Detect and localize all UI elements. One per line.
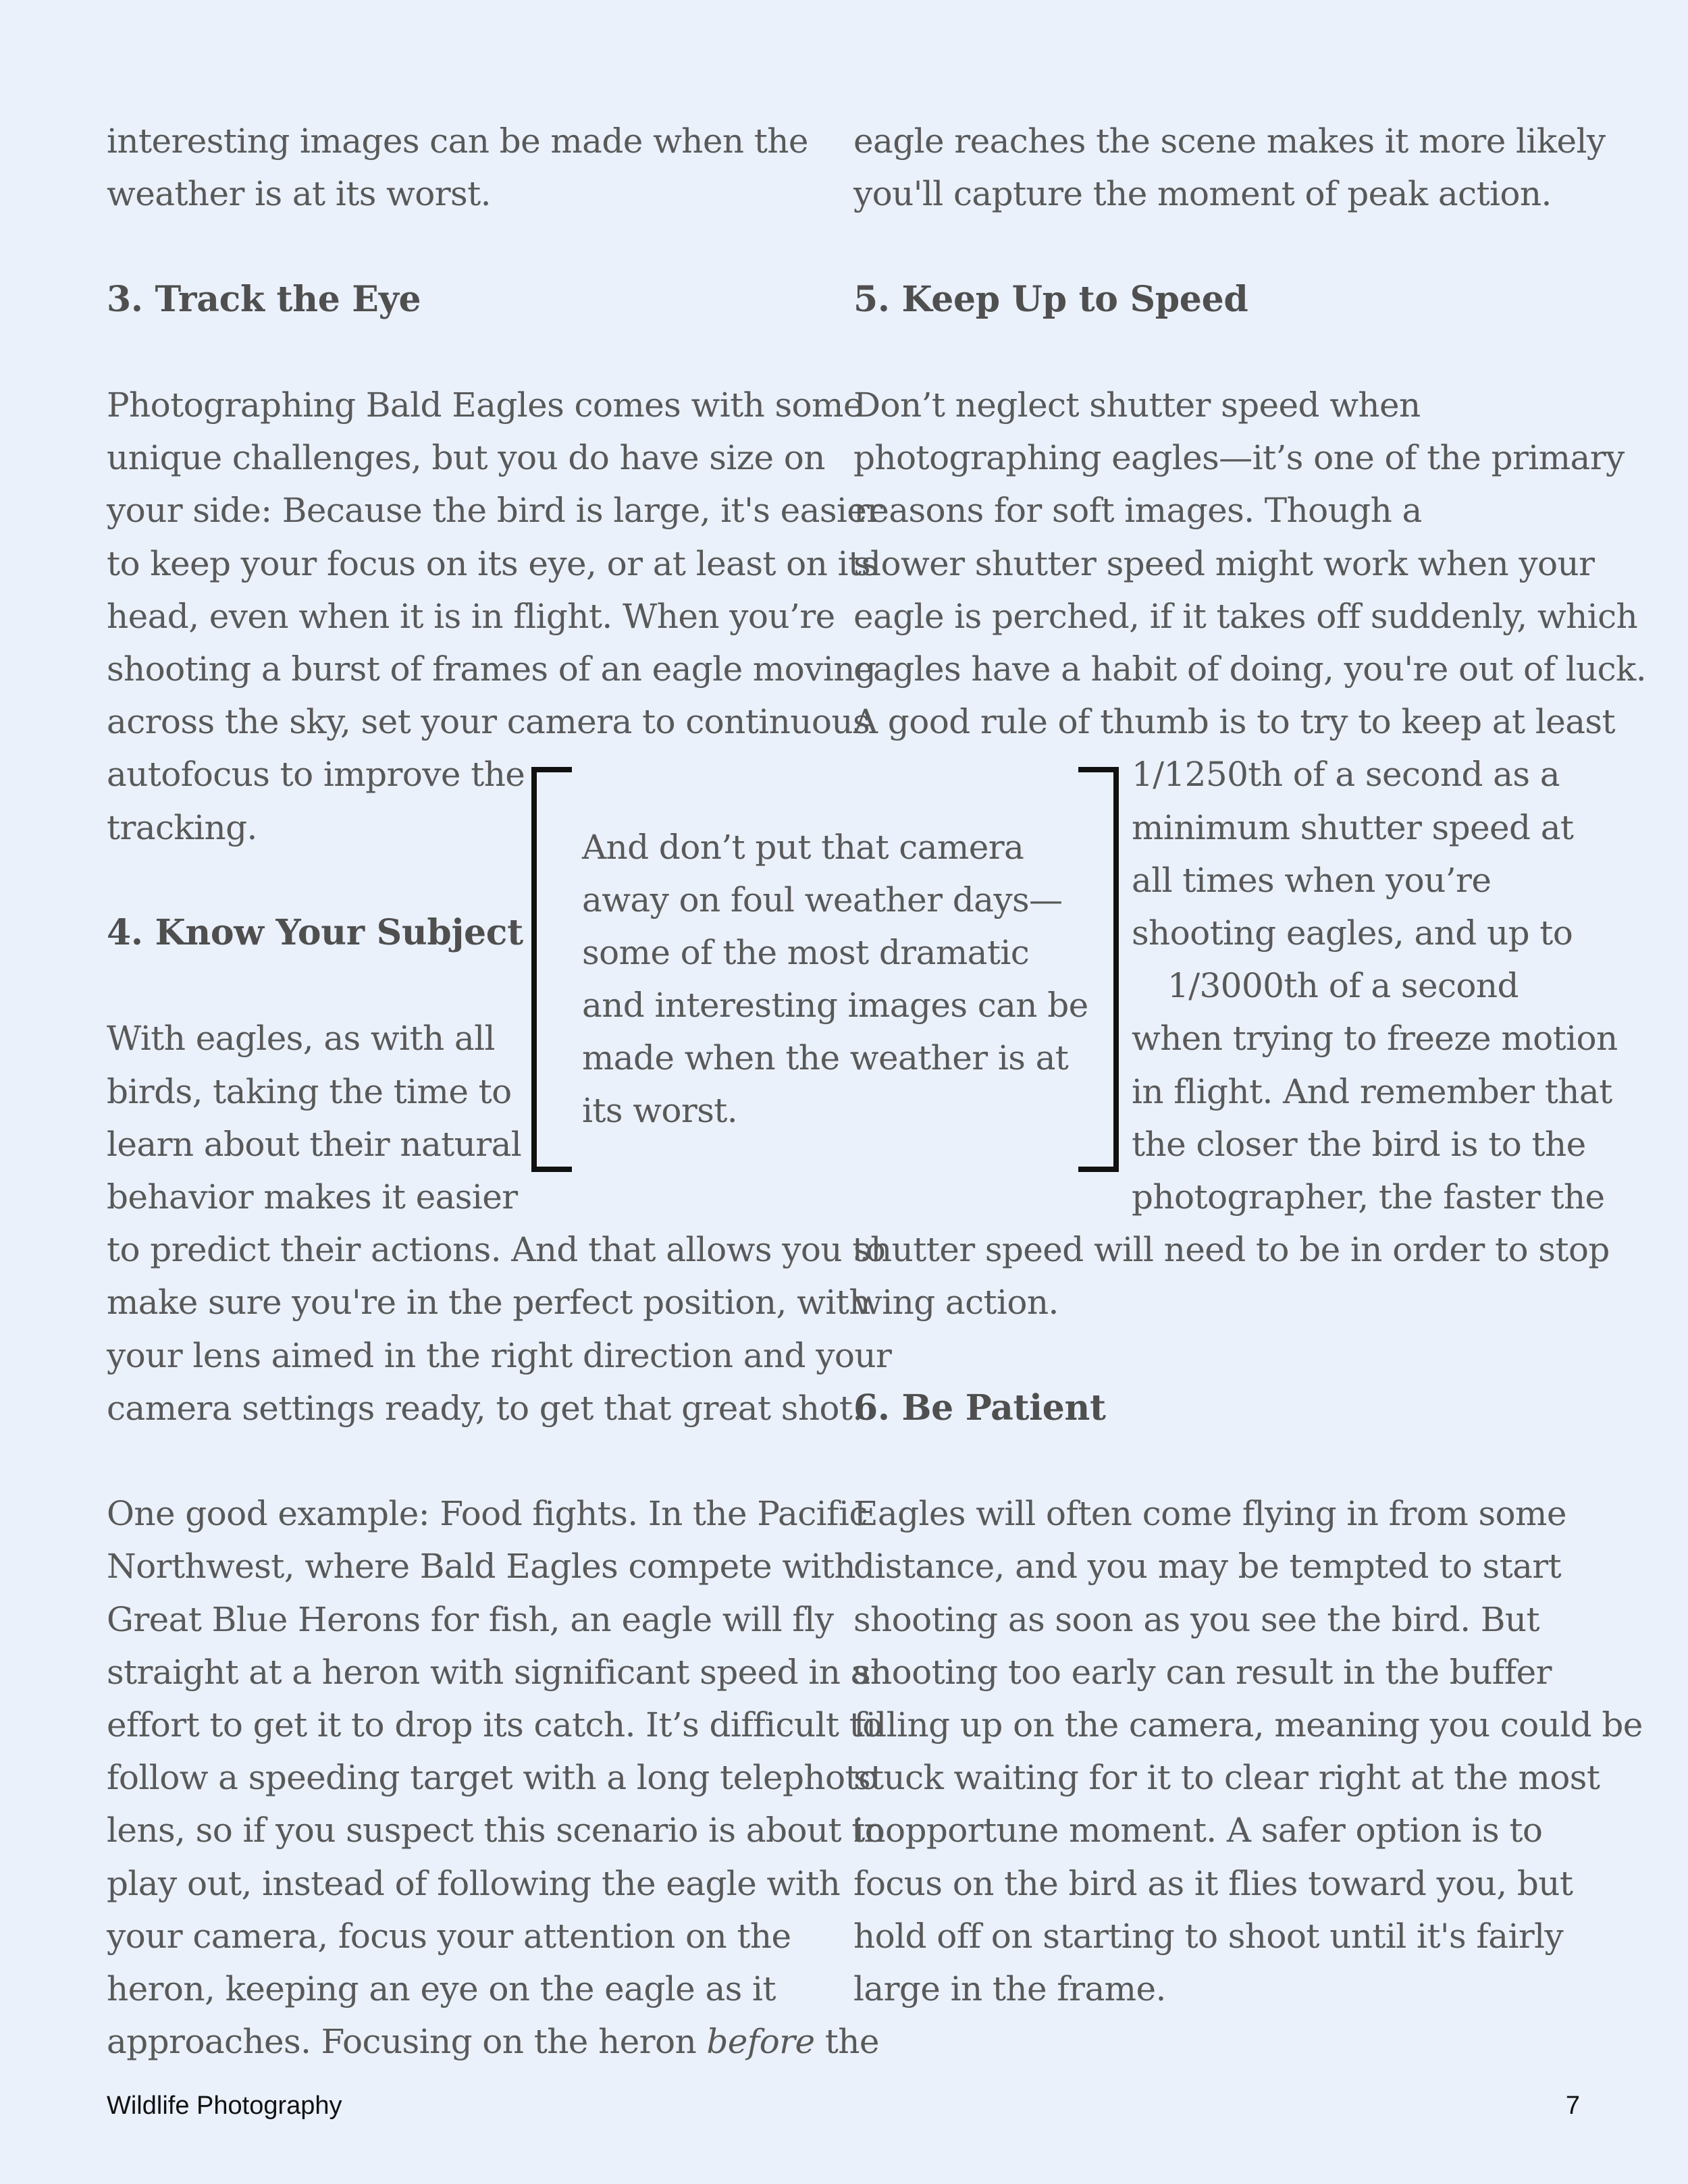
right-bracket [1078,770,1116,1169]
body-line: Eagles will often come flying in from some [853,1494,1566,1534]
intro-line: eagle reaches the scene makes it more likely [853,122,1606,161]
body-line: eagles have a habit of doing, you're out of luck. [853,649,1647,689]
body-line: wing action. [853,1283,1059,1323]
body-line: in flight. And remember that [1132,1071,1612,1111]
left-bracket [534,770,572,1169]
body-line: all times when you’re [1132,860,1492,900]
intro-line: you'll capture the moment of peak action. [853,174,1552,214]
quote-line: made when the weather is at [582,1038,1069,1077]
body-line: across the sky, set your camera to continuous [107,702,870,742]
body-line: birds, taking the time to [107,1071,512,1111]
body-line: shooting a burst of frames of an eagle moving [107,649,876,689]
body-line: follow a speeding target with a long telephoto [107,1758,878,1798]
body-line: shutter speed will need to be in order to stop [853,1230,1610,1270]
intro-line: interesting images can be made when the [107,122,808,161]
body-line: stuck waiting for it to clear right at the most [853,1758,1600,1798]
body-line: effort to get it to drop its catch. It’s difficult to [107,1705,882,1745]
body-line: minimum shutter speed at [1132,807,1574,847]
section-6-body [853,1487,1643,2015]
body-line: One good example: Food fights. In the Pacific [107,1494,868,1534]
body-text: approaches. Focusing on the heron [107,2022,707,2062]
body-line: reasons for soft images. Though a [853,491,1422,531]
body-line: inopportune moment. A safer option is to [853,1811,1543,1850]
body-line: make sure you're in the perfect position, with [107,1283,870,1323]
emphasis-text: before [706,2022,815,2062]
body-line: A good rule of thumb is to try to keep at least [853,702,1615,742]
body-line: behavior makes it easier [107,1177,518,1217]
body-line: photographer, the faster the [1132,1177,1605,1217]
body-line: the closer the bird is to the [1132,1124,1586,1164]
body-line: filling up on the camera, meaning you could be [853,1705,1643,1745]
body-line: large in the frame. [853,1969,1166,2009]
body-line: unique challenges, but you do have size on [107,438,825,478]
body-line: hold off on starting to shoot until it's fairly [853,1916,1564,1956]
body-line: autofocus to improve the [107,755,525,795]
body-line: head, even when it is in flight. When you’re [107,596,835,636]
section-3-heading: 3. Track the Eye [107,278,421,320]
pull-quote [531,767,1119,1172]
body-line: shooting too early can result in the buffer [853,1652,1552,1692]
body-line: Northwest, where Bald Eagles compete with [107,1547,856,1587]
body-line: learn about their natural [107,1124,522,1164]
intro-line: weather is at its worst. [107,174,491,214]
body-line: focus on the bird as it flies toward you, but [853,1863,1573,1903]
body-line: when trying to freeze motion [1132,1019,1618,1059]
body-line: to keep your focus on its eye, or at least on its [107,543,878,583]
body-line: your camera, focus your attention on the [107,1916,791,1956]
body-line: shooting eagles, and up to [1132,913,1573,953]
quote-line: And don’t put that camera [582,828,1024,867]
body-line: play out, instead of following the eagle with [107,1863,841,1903]
body-line: tracking. [107,807,257,847]
quote-line: some of the most dramatic [582,933,1030,972]
body-line: Photographing Bald Eagles comes with some [107,385,863,425]
body-line [107,2015,879,2068]
body-line: Great Blue Herons for fish, an eagle will fly [107,1599,834,1639]
body-line: photographing eagles—it’s one of the primary [853,438,1625,478]
section-5-heading: 5. Keep Up to Speed [853,278,1248,320]
body-text: the [814,2022,879,2062]
body-line: straight at a heron with significant speed in an [107,1652,892,1692]
body-line: your lens aimed in the right direction and your [107,1335,892,1375]
body-line: 1/1250th of a second as a [1132,755,1560,795]
body-line: lens, so if you suspect this scenario is about to [107,1811,885,1850]
section-6-heading: 6. Be Patient [853,1387,1106,1429]
quote-line: its worst. [582,1091,738,1130]
quote-line: away on foul weather days— [582,880,1063,920]
body-line: distance, and you may be tempted to start [853,1547,1562,1587]
body-line: With eagles, as with all [107,1019,495,1059]
section-4-example [107,1487,892,2068]
body-line: Don’t neglect shutter speed when [853,385,1421,425]
body-line: shooting as soon as you see the bird. But [853,1599,1540,1639]
pull-quote-text [582,821,1088,1137]
page-number: 7 [1565,2092,1580,2120]
body-line: heron, keeping an eye on the eagle as it [107,1969,776,2009]
body-line: your side: Because the bird is large, it's easier [107,491,882,531]
body-line: camera settings ready, to get that great shot. [107,1388,863,1428]
body-line: to predict their actions. And that allows you to [107,1230,886,1270]
body-line: 1/3000th of a second [1167,966,1519,1006]
section-4-heading: 4. Know Your Subject [107,912,523,953]
quote-line: and interesting images can be [582,986,1088,1025]
footer-title: Wildlife Photography [107,2092,342,2120]
body-line: slower shutter speed might work when your [853,543,1595,583]
body-line: eagle is perched, if it takes off suddenly, which [853,596,1638,636]
